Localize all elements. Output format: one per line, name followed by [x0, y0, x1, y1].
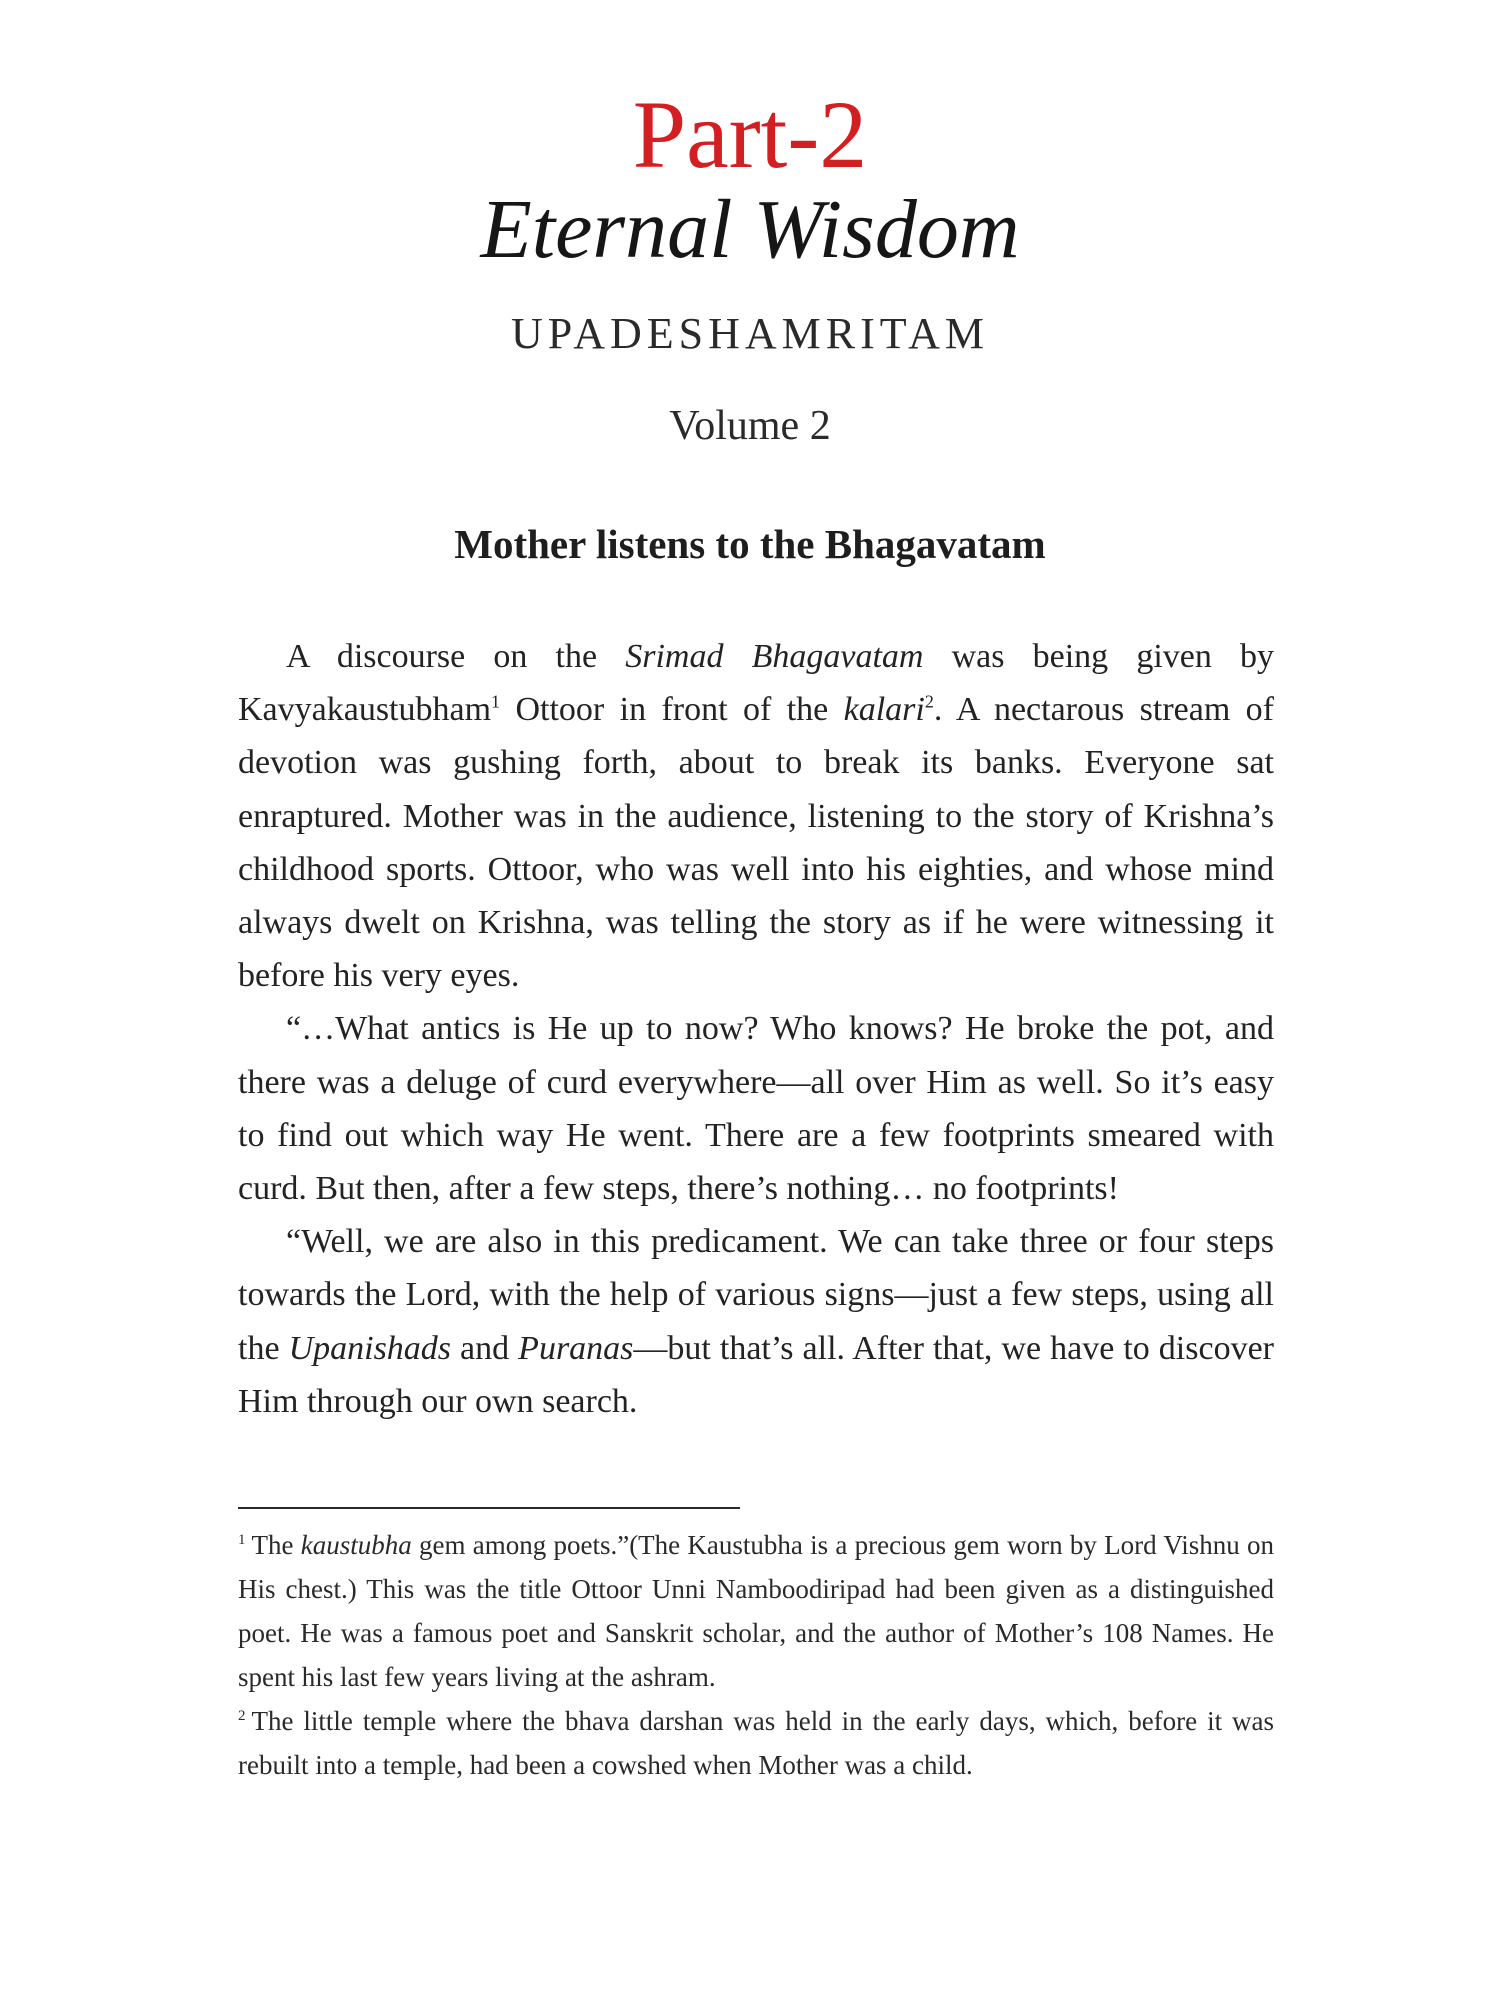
book-title: Eternal Wisdom	[480, 183, 1020, 276]
volume-label: Volume 2	[669, 403, 831, 449]
footnote-2	[238, 1699, 1274, 1787]
paragraph-3-text-b: and	[451, 1329, 519, 1367]
footnote-divider	[238, 1507, 740, 1509]
section-heading: Mother listens to the Bhagavatam	[454, 521, 1046, 567]
footnote-1-text-b: gem among poets.”(The Kaustubha is a precious gem worn by Lord Vishnu on His chest.) This was the title Ottoor Unni Namboodiripad had been given as a distinguished poet. He was a famous poet and Sanskrit scholar, and the author of Mother’s 108 Names. He spent his last few years living at the ashram.	[238, 1530, 1274, 1692]
footnote-1	[238, 1523, 1274, 1699]
footnote-2-mark: 2	[238, 1708, 246, 1724]
footnote-ref-1[interactable]: 1	[491, 691, 501, 712]
footnote-1-text-a: The	[251, 1530, 301, 1560]
paragraph-1-italic-kalari: kalari	[843, 691, 925, 729]
paragraph-1-text-a: A discourse on the	[286, 638, 626, 675]
book-subtitle: UPADESHAMRITAM	[510, 309, 990, 358]
part-title: Part-2	[632, 81, 868, 188]
paragraph-2: “…What antics is He up to now? Who knows? He broke the pot, and there was a deluge of curd everywhere—all over Him as well. So it’s easy to find out which way He went. There are a few footprints smeared with curd. But then, after a few steps, there’s nothing… no footprints!	[238, 1010, 1274, 1208]
paragraph-1	[238, 630, 1274, 1002]
paragraph-1-text-d: . A nectarous stream of devotion was gushing forth, about to break its banks. Everyone sat enraptured. Mother was in the audience, listening to the story of Krishna’s childhood sports. Ottoor, who was well into his eighties, and whose mind always dwelt on Krishna, was telling the story as if he were witnessing it before his very eyes.	[238, 691, 1274, 995]
paragraph-1-text-b: was being given by Kavyakaustubham	[238, 638, 1275, 729]
paragraph-1-italic-srimad: Srimad Bhagavatam	[625, 638, 924, 675]
footnote-ref-2[interactable]: 2	[924, 691, 934, 712]
paragraph-3-text-c: —but that’s all. After that, we have to discover Him through our own search.	[238, 1329, 1274, 1420]
footnote-1-mark: 1	[238, 1532, 246, 1548]
paragraph-3-italic-upanishads: Upanishads	[288, 1329, 452, 1367]
body-text	[238, 630, 1274, 1428]
footnote-1-italic: kaustubha	[300, 1530, 412, 1560]
paragraph-3-text-a: “Well, we are also in this predicament. We can take three or four steps towards the Lord, with the help of various signs—just a few steps, using all the	[238, 1223, 1274, 1367]
paragraph-1-text-c: Ottoor in front of the	[500, 691, 844, 729]
paragraph-3	[238, 1215, 1274, 1428]
paragraph-3-italic-puranas: Puranas	[518, 1329, 634, 1367]
footnote-2-text: The little temple where the bhava darshan was held in the early days, which, before it was rebuilt into a temple, had been a cowshed when Mother was a child.	[238, 1706, 1274, 1780]
footnotes	[238, 1523, 1274, 1787]
